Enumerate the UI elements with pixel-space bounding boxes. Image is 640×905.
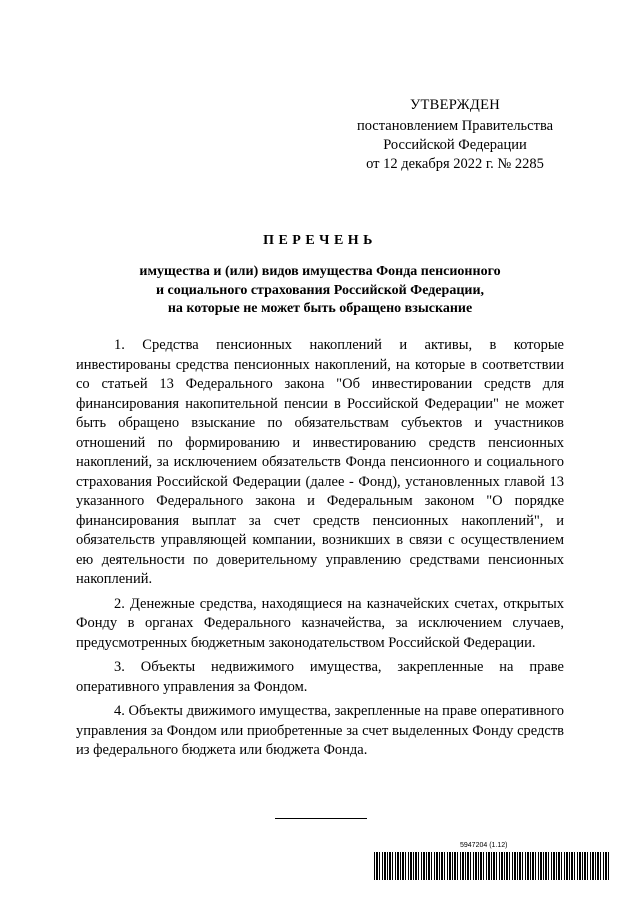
list-item: 3. Объекты недвижимого имущества, закрепленные на праве оперативного управления за Фондом. bbox=[76, 659, 564, 695]
end-divider bbox=[275, 818, 367, 819]
approval-line: постановлением Правительства bbox=[356, 118, 554, 134]
approval-line: Российской Федерации bbox=[383, 137, 527, 153]
list-item: 1. Средства пенсионных накоплений и активы, в которые инвестированы средства пенсионных накоплений, на которые в соответствии со статьей 13 Федерального закона "Об инвестировании средств для финансирования накопительной пенсии в Российской Федерации" не может быть обращено взыскание по обязательствам субъектов и участников отношений по формированию и инвестированию средств пенсионных накоплений, за исключением обязательств Фонда пенсионного и социального страхования Российской Федерации (далее - Фонд), установленных главой 13 указанного Федерального закона и Федеральным законом "О порядке финансирования выплат за счет средств пенсионных накоплений", и обязательств управляющей компании, возникших в связи с осуществлением ею деятельности по доверительному управлению средствами пенсионных накоплений. bbox=[76, 337, 564, 587]
document-code: 5947204 (1.12) bbox=[460, 842, 508, 849]
approval-title: УТВЕРЖДЕН bbox=[409, 97, 501, 113]
list-item: 4. Объекты движимого имущества, закрепленные на праве оперативного управления за Фондом или приобретенные за счет выделенных Фонду средств из федерального бюджета или бюджета Фонда. bbox=[76, 703, 564, 758]
approval-block bbox=[340, 96, 570, 174]
document-body bbox=[76, 336, 564, 766]
document-subtitle-line: имущества и (или) видов имущества Фонда пенсионного bbox=[139, 264, 501, 279]
list-item: 2. Денежные средства, находящиеся на казначейских счетах, открытых Фонду в органах Федерального казначейства, за исключением случаев, предусмотренных бюджетным законодательством Российской Федерации. bbox=[76, 595, 564, 651]
approval-date: от 12 декабря 2022 г. № 2285 bbox=[366, 156, 544, 172]
document-subtitle-line: и социального страхования Российской Федерации, bbox=[155, 282, 485, 298]
document-title: ПЕРЕЧЕНЬ bbox=[263, 233, 377, 248]
barcode bbox=[374, 852, 610, 880]
document-heading bbox=[60, 233, 580, 319]
document-subtitle-line: на которые не может быть обращено взыскание bbox=[167, 301, 473, 316]
